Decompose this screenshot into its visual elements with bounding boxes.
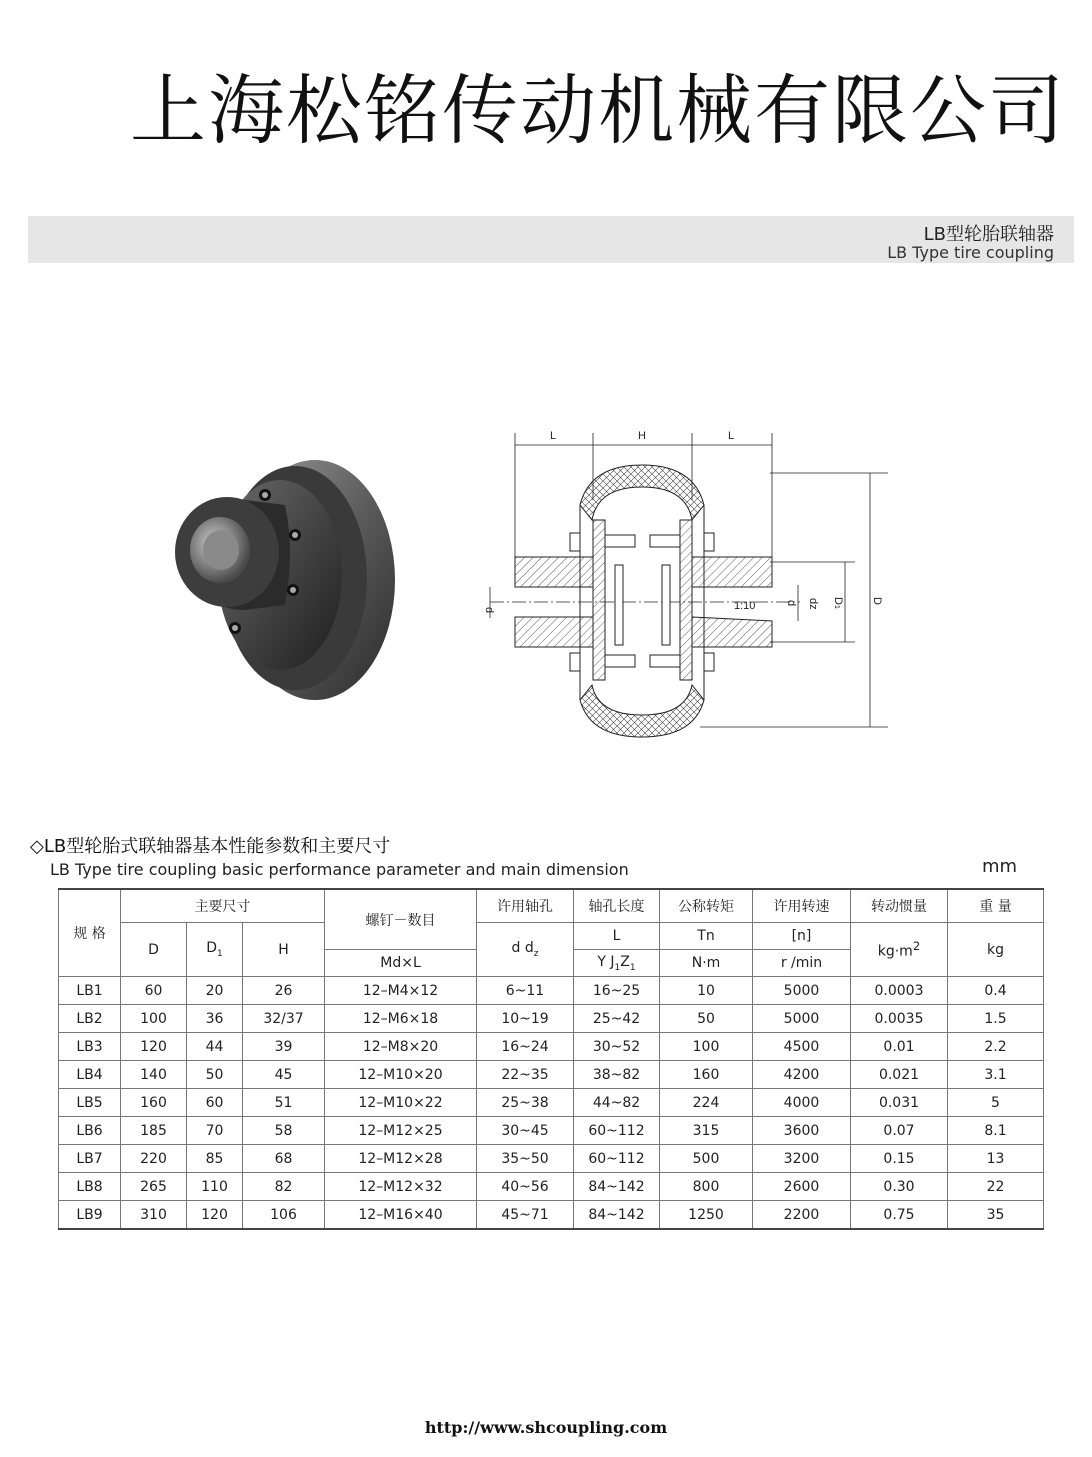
cell-spec: LB5 [59,1089,121,1117]
cell-H: 68 [243,1145,325,1173]
banner-title-cn: LB型轮胎联轴器 [923,224,1054,245]
footer-url[interactable]: http://www.shcoupling.com [424,1418,668,1437]
label-d-right: d [785,600,797,607]
cell-weight: 3.1 [948,1061,1044,1089]
cell-H: 32/37 [243,1005,325,1033]
header-bore-length-L: L [574,923,660,950]
cell-speed: 4500 [753,1033,851,1061]
table-row [59,1145,1044,1173]
header-torque: 公称转矩 [660,889,753,923]
cell-L: 60~112 [574,1117,660,1145]
cell-speed: 5000 [753,1005,851,1033]
cell-spec: LB2 [59,1005,121,1033]
cell-Tn: 1250 [660,1201,753,1230]
cell-H: 106 [243,1201,325,1230]
cell-Tn: 800 [660,1173,753,1201]
cell-H: 82 [243,1173,325,1201]
cell-speed: 2600 [753,1173,851,1201]
header-D1: $D_1$ [187,923,243,977]
cell-bore: 25~38 [477,1089,574,1117]
header-speed: 许用转速 [753,889,851,923]
label-L-left: L [550,430,557,442]
cell-L: 25~42 [574,1005,660,1033]
table-row [59,1173,1044,1201]
cell-L: 84~142 [574,1173,660,1201]
cell-inertia: 0.07 [851,1117,948,1145]
label-dz: dz [807,598,819,610]
cell-inertia: 0.021 [851,1061,948,1089]
cell-L: 60~112 [574,1145,660,1173]
company-name: 上海松铭传动机械有限公司 [130,66,1066,155]
cell-Tn: 315 [660,1117,753,1145]
cell-speed: 3600 [753,1117,851,1145]
cell-speed: 3200 [753,1145,851,1173]
cell-weight: 1.5 [948,1005,1044,1033]
cell-spec: LB8 [59,1173,121,1201]
table-row [59,1005,1044,1033]
cell-screw: 12–M8×20 [325,1033,477,1061]
label-D: D [871,597,883,605]
cell-H: 45 [243,1061,325,1089]
cell-bore: 45~71 [477,1201,574,1230]
cell-D1: 36 [187,1005,243,1033]
header-inertia: 转动惯量 [851,889,948,923]
cell-Tn: 10 [660,977,753,1005]
header-torque-unit: N·m [660,950,753,977]
cell-D: 265 [121,1173,187,1201]
cell-screw: 12–M10×22 [325,1089,477,1117]
cell-inertia: 0.0035 [851,1005,948,1033]
cell-bore: 16~24 [477,1033,574,1061]
table-row [59,1089,1044,1117]
cell-Tn: 50 [660,1005,753,1033]
table-row [59,1061,1044,1089]
cell-bore: 35~50 [477,1145,574,1173]
unit-label: mm [982,856,1018,877]
table-row [59,1033,1044,1061]
cell-Tn: 224 [660,1089,753,1117]
cell-D: 185 [121,1117,187,1145]
cell-weight: 2.2 [948,1033,1044,1061]
cell-weight: 5 [948,1089,1044,1117]
header-spec: 规 格 [59,889,121,977]
header-screw: 螺钉－数目 [325,889,477,950]
header-inertia-unit: $kg\cdot m^2$ [851,923,948,977]
cell-screw: 12–M4×12 [325,977,477,1005]
cell-D1: 85 [187,1145,243,1173]
header-speed-unit: r /min [753,950,851,977]
cell-screw: 12–M6×18 [325,1005,477,1033]
label-H: H [638,430,646,442]
cell-D1: 110 [187,1173,243,1201]
cell-screw: 12–M12×25 [325,1117,477,1145]
cell-D1: 60 [187,1089,243,1117]
table-row [59,1201,1044,1230]
cell-H: 39 [243,1033,325,1061]
cell-H: 51 [243,1089,325,1117]
header-D: D [121,923,187,977]
cell-screw: 12–M12×32 [325,1173,477,1201]
cell-speed: 5000 [753,977,851,1005]
header-main-dims: 主要尺寸 [121,889,325,923]
cell-D: 140 [121,1061,187,1089]
cell-inertia: 0.30 [851,1173,948,1201]
cell-D: 100 [121,1005,187,1033]
cell-inertia: 0.15 [851,1145,948,1173]
table-row [59,977,1044,1005]
cell-screw: 12–M12×28 [325,1145,477,1173]
cell-inertia: 0.01 [851,1033,948,1061]
cell-Tn: 100 [660,1033,753,1061]
cell-D: 220 [121,1145,187,1173]
section-title: ◇LB型轮胎式联轴器基本性能参数和主要尺寸 [30,836,391,857]
cell-D: 310 [121,1201,187,1230]
header-bore-sub: d $d_z$ [477,923,574,977]
label-L-right: L [728,430,735,442]
cell-D1: 120 [187,1201,243,1230]
table-row [59,1117,1044,1145]
header-bore: 许用轴孔 [477,889,574,923]
header-H: H [243,923,325,977]
cell-spec: LB4 [59,1061,121,1089]
cell-spec: LB9 [59,1201,121,1230]
header-speed-sym: [n] [753,923,851,950]
header-bore-length-types: Y $J_1Z_1$ [574,950,660,977]
cell-bore: 10~19 [477,1005,574,1033]
cell-screw: 12–M10×20 [325,1061,477,1089]
section-subtitle: LB Type tire coupling basic performance parameter and main dimension [50,860,629,879]
cell-H: 58 [243,1117,325,1145]
label-d-left: d [483,607,495,614]
cell-speed: 4000 [753,1089,851,1117]
cell-D1: 70 [187,1117,243,1145]
cell-H: 26 [243,977,325,1005]
cell-Tn: 160 [660,1061,753,1089]
cell-L: 16~25 [574,977,660,1005]
label-D1: D1 [832,597,844,609]
cell-L: 44~82 [574,1089,660,1117]
cell-weight: 8.1 [948,1117,1044,1145]
cell-Tn: 500 [660,1145,753,1173]
coupling-section-drawing [470,425,910,745]
cell-bore: 22~35 [477,1061,574,1089]
cell-D: 120 [121,1033,187,1061]
cell-inertia: 0.75 [851,1201,948,1230]
cell-inertia: 0.031 [851,1089,948,1117]
cell-bore: 6~11 [477,977,574,1005]
cell-spec: LB1 [59,977,121,1005]
cell-spec: LB3 [59,1033,121,1061]
coupling-photo [165,440,405,702]
cell-D: 60 [121,977,187,1005]
cell-D1: 50 [187,1061,243,1089]
cell-inertia: 0.0003 [851,977,948,1005]
cell-D: 160 [121,1089,187,1117]
header-weight-unit: kg [948,923,1044,977]
header-bore-length: 轴孔长度 [574,889,660,923]
header-weight: 重 量 [948,889,1044,923]
header-torque-sym: Tn [660,923,753,950]
cell-weight: 13 [948,1145,1044,1173]
cell-speed: 4200 [753,1061,851,1089]
cell-weight: 35 [948,1201,1044,1230]
cell-weight: 22 [948,1173,1044,1201]
cell-speed: 2200 [753,1201,851,1230]
cell-L: 30~52 [574,1033,660,1061]
cell-L: 38~82 [574,1061,660,1089]
banner-title-en: LB Type tire coupling [887,243,1054,262]
title-banner [28,216,1074,263]
cell-spec: LB6 [59,1117,121,1145]
cell-D1: 20 [187,977,243,1005]
cell-D1: 44 [187,1033,243,1061]
cell-weight: 0.4 [948,977,1044,1005]
cell-L: 84~142 [574,1201,660,1230]
header-screw-sub: Md×L [325,950,477,977]
spec-table [58,888,1044,1230]
cell-bore: 40~56 [477,1173,574,1201]
cell-screw: 12–M16×40 [325,1201,477,1230]
label-taper: 1:10 [734,600,756,612]
cell-bore: 30~45 [477,1117,574,1145]
cell-spec: LB7 [59,1145,121,1173]
